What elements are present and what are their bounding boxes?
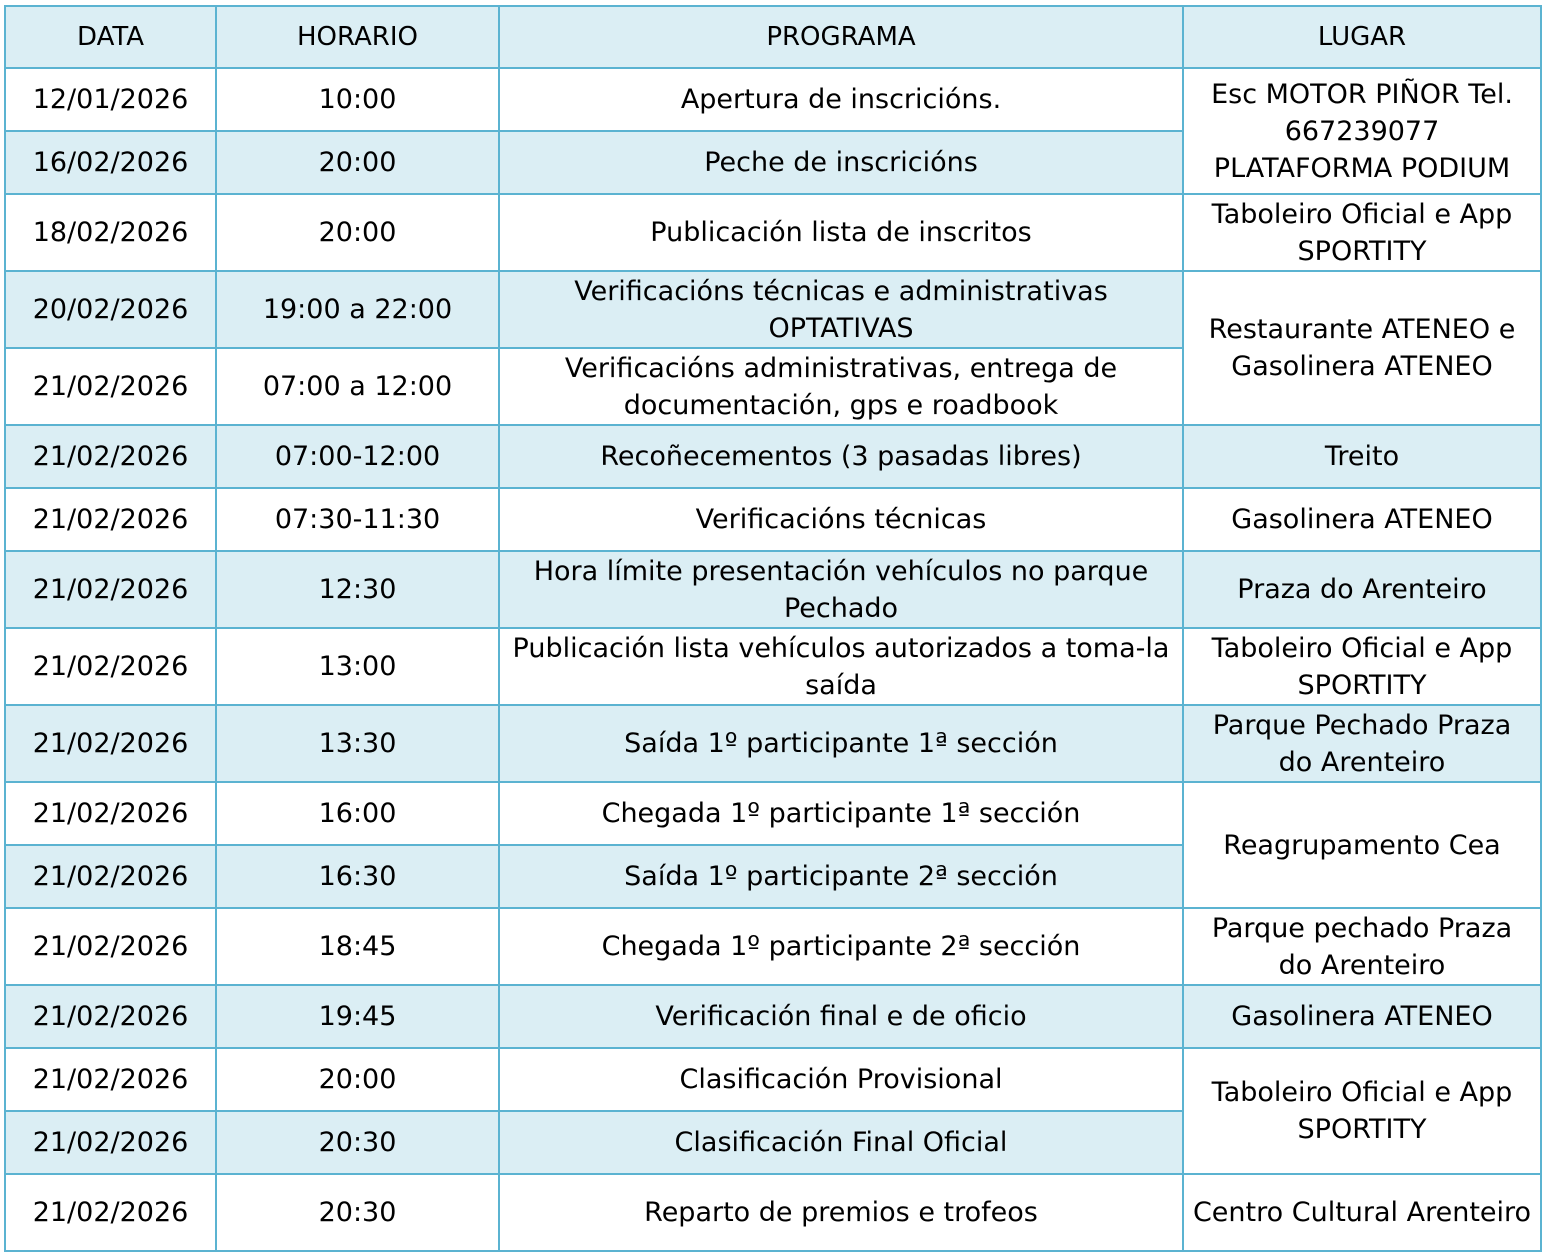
date-cell: 21/02/2026 (5, 845, 216, 908)
time-cell: 20:30 (216, 1174, 499, 1251)
schedule-table (4, 5, 1542, 1252)
place-cell: Esc MOTOR PIÑOR Tel. 667239077 PLATAFORMA PODIUM (1183, 68, 1541, 194)
program-cell: Chegada 1º participante 2ª sección (499, 908, 1183, 985)
date-cell: 21/02/2026 (5, 1174, 216, 1251)
header-row (5, 6, 1541, 68)
date-cell: 21/02/2026 (5, 705, 216, 782)
program-cell: Peche de inscricións (499, 131, 1183, 194)
date-cell: 21/02/2026 (5, 551, 216, 628)
program-cell: Hora límite presentación vehículos no parque Pechado (499, 551, 1183, 628)
table-row (5, 271, 1541, 348)
program-cell: Clasificación Provisional (499, 1048, 1183, 1111)
program-cell: Saída 1º participante 2ª sección (499, 845, 1183, 908)
date-cell: 21/02/2026 (5, 1111, 216, 1174)
place-cell: Reagrupamento Cea (1183, 782, 1541, 908)
time-cell: 20:00 (216, 131, 499, 194)
table-row (5, 782, 1541, 845)
place-cell: Praza do Arenteiro (1183, 551, 1541, 628)
program-cell: Reparto de premios e trofeos (499, 1174, 1183, 1251)
time-cell: 20:00 (216, 1048, 499, 1111)
date-cell: 21/02/2026 (5, 985, 216, 1048)
place-cell: Taboleiro Oficial e App SPORTITY (1183, 628, 1541, 705)
program-cell: Verificacións técnicas (499, 488, 1183, 551)
header-place: LUGAR (1183, 6, 1541, 68)
time-cell: 07:30-11:30 (216, 488, 499, 551)
time-cell: 16:00 (216, 782, 499, 845)
table-row (5, 551, 1541, 628)
table-row (5, 488, 1541, 551)
time-cell: 07:00 a 12:00 (216, 348, 499, 425)
program-cell: Verificacións administrativas, entrega de documentación, gps e roadbook (499, 348, 1183, 425)
table-row (5, 705, 1541, 782)
program-cell: Clasificación Final Oficial (499, 1111, 1183, 1174)
time-cell: 13:00 (216, 628, 499, 705)
program-cell: Recoñecementos (3 pasadas libres) (499, 425, 1183, 488)
date-cell: 21/02/2026 (5, 425, 216, 488)
table-row (5, 194, 1541, 271)
header-date: DATA (5, 6, 216, 68)
program-cell: Publicación lista vehículos autorizados a toma-la saída (499, 628, 1183, 705)
table-row (5, 68, 1541, 131)
program-cell: Verificación final e de oficio (499, 985, 1183, 1048)
time-cell: 07:00-12:00 (216, 425, 499, 488)
program-cell: Publicación lista de inscritos (499, 194, 1183, 271)
program-cell: Saída 1º participante 1ª sección (499, 705, 1183, 782)
date-cell: 21/02/2026 (5, 1048, 216, 1111)
time-cell: 16:30 (216, 845, 499, 908)
table-row (5, 985, 1541, 1048)
place-cell: Restaurante ATENEO e Gasolinera ATENEO (1183, 271, 1541, 425)
table-row (5, 1048, 1541, 1111)
time-cell: 20:00 (216, 194, 499, 271)
date-cell: 16/02/2026 (5, 131, 216, 194)
time-cell: 19:45 (216, 985, 499, 1048)
table-row (5, 628, 1541, 705)
place-cell: Gasolinera ATENEO (1183, 985, 1541, 1048)
place-cell: Gasolinera ATENEO (1183, 488, 1541, 551)
date-cell: 18/02/2026 (5, 194, 216, 271)
time-cell: 20:30 (216, 1111, 499, 1174)
time-cell: 13:30 (216, 705, 499, 782)
table-row (5, 908, 1541, 985)
time-cell: 12:30 (216, 551, 499, 628)
date-cell: 12/01/2026 (5, 68, 216, 131)
program-cell: Apertura de inscricións. (499, 68, 1183, 131)
place-cell: Centro Cultural Arenteiro (1183, 1174, 1541, 1251)
place-cell: Parque Pechado Praza do Arenteiro (1183, 705, 1541, 782)
place-cell: Taboleiro Oficial e App SPORTITY (1183, 194, 1541, 271)
header-time: HORARIO (216, 6, 499, 68)
table-row (5, 425, 1541, 488)
place-cell: Parque pechado Praza do Arenteiro (1183, 908, 1541, 985)
time-cell: 19:00 a 22:00 (216, 271, 499, 348)
date-cell: 21/02/2026 (5, 348, 216, 425)
date-cell: 21/02/2026 (5, 488, 216, 551)
place-cell: Treito (1183, 425, 1541, 488)
time-cell: 18:45 (216, 908, 499, 985)
program-cell: Chegada 1º participante 1ª sección (499, 782, 1183, 845)
date-cell: 20/02/2026 (5, 271, 216, 348)
date-cell: 21/02/2026 (5, 782, 216, 845)
date-cell: 21/02/2026 (5, 628, 216, 705)
program-cell: Verificacións técnicas e administrativas OPTATIVAS (499, 271, 1183, 348)
place-cell: Taboleiro Oficial e App SPORTITY (1183, 1048, 1541, 1174)
header-program: PROGRAMA (499, 6, 1183, 68)
date-cell: 21/02/2026 (5, 908, 216, 985)
table-row (5, 1174, 1541, 1251)
time-cell: 10:00 (216, 68, 499, 131)
